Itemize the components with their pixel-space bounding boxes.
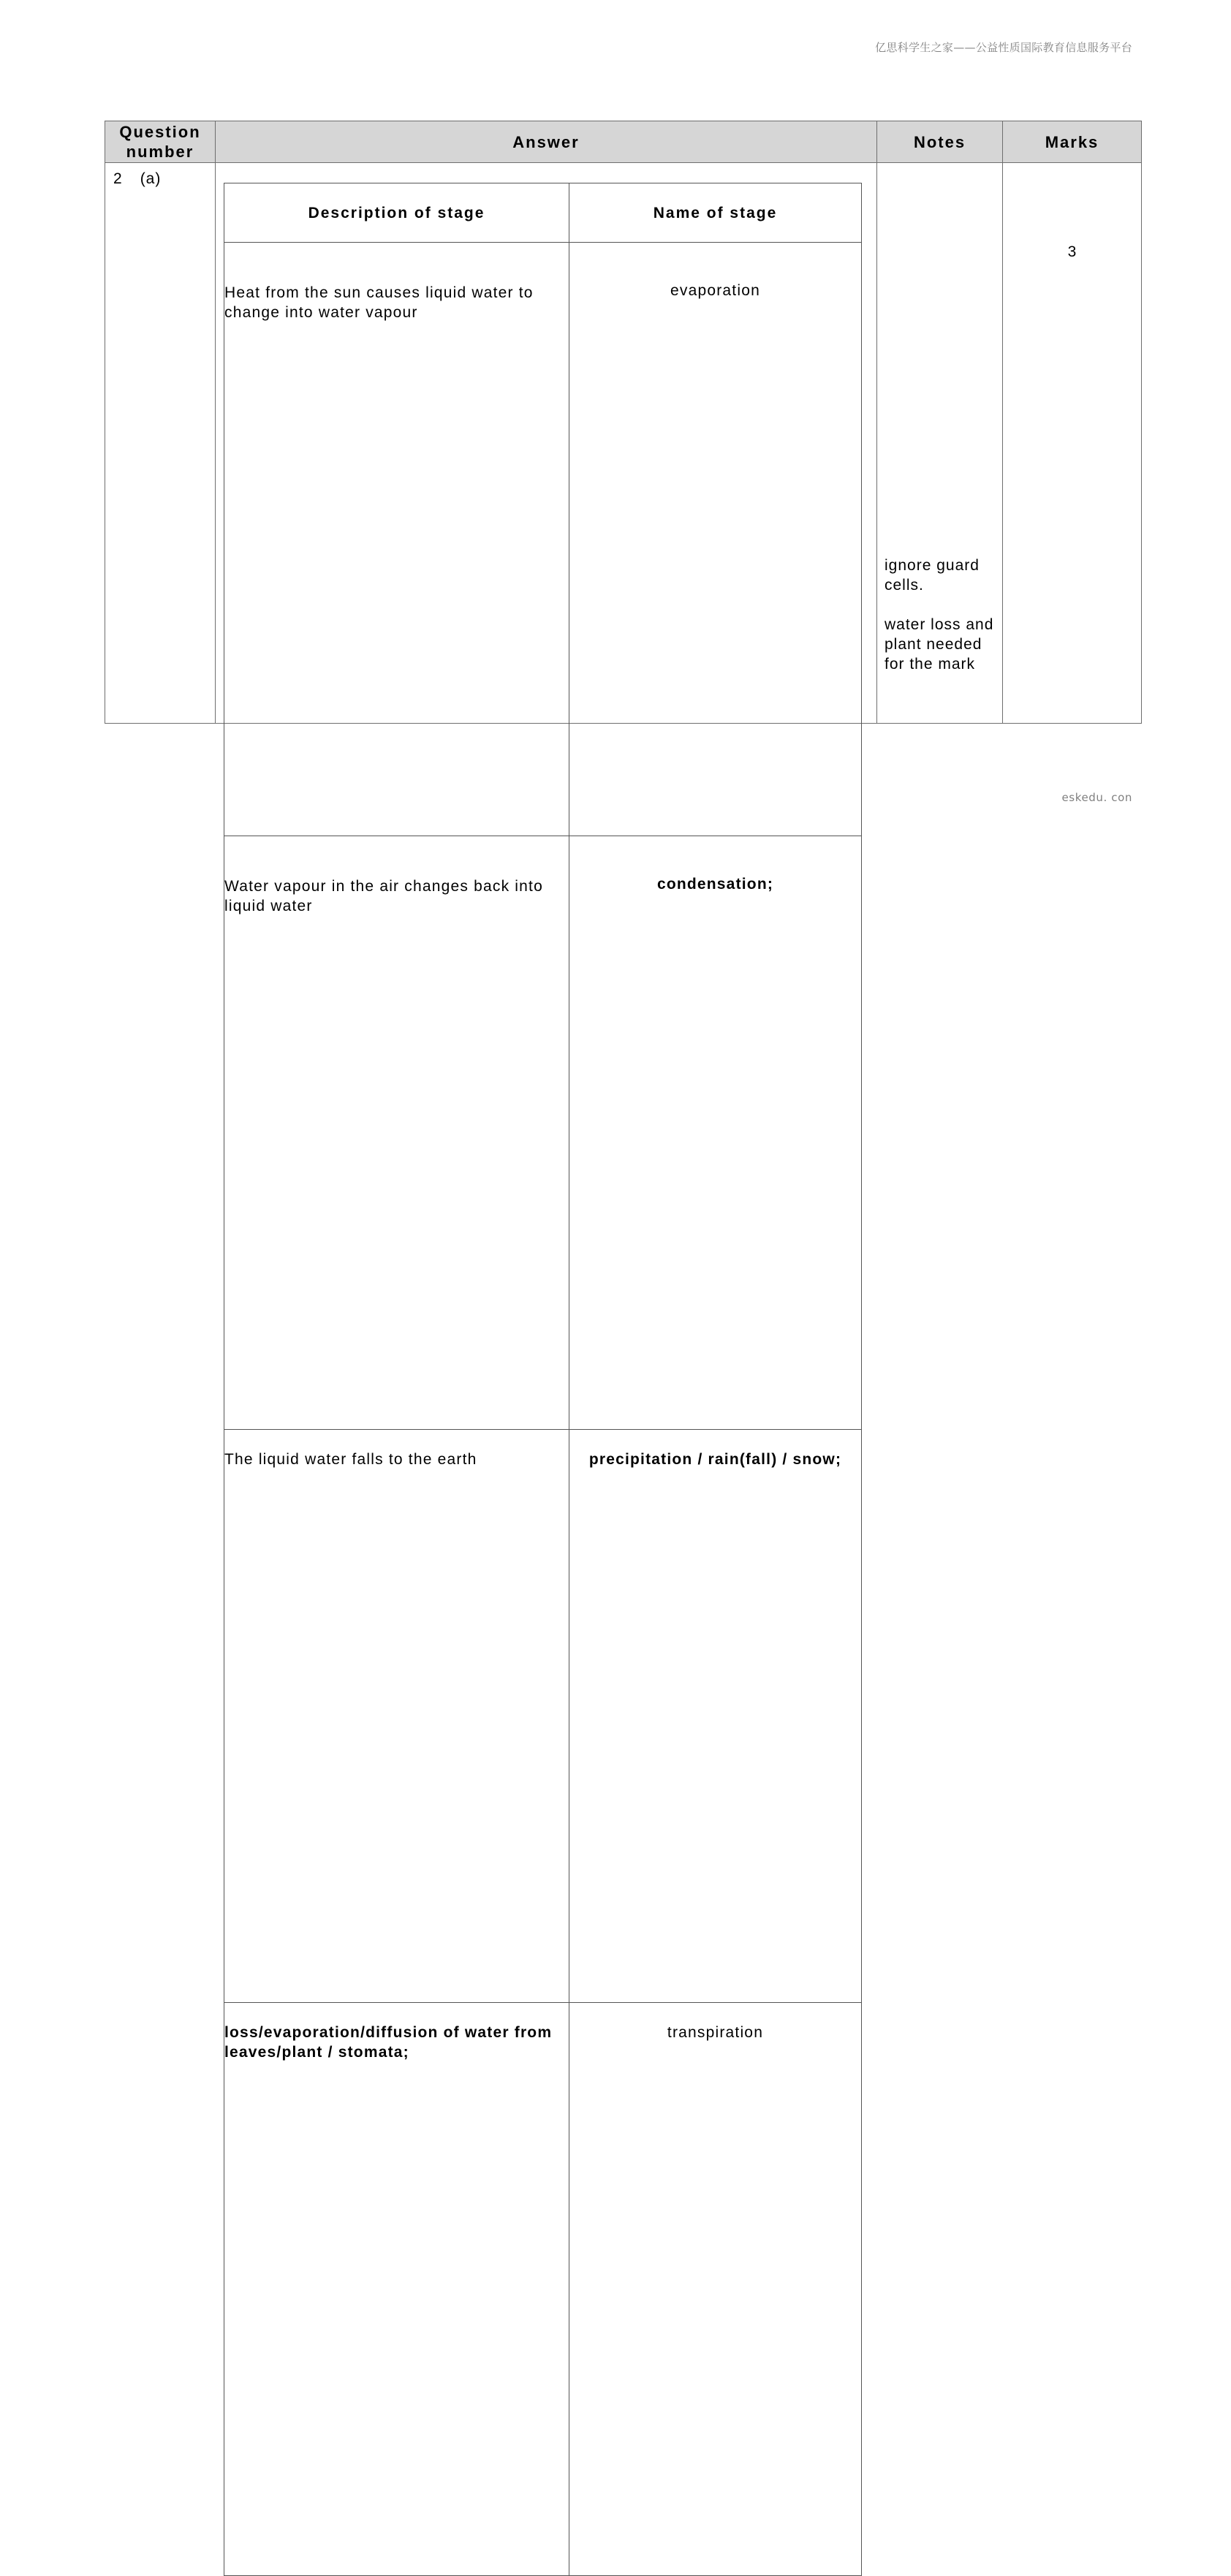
- notes-header: Notes: [877, 121, 1003, 163]
- stage-name-answer: condensation;: [569, 836, 862, 1430]
- notes-text: [885, 556, 994, 674]
- stage-row: [224, 836, 862, 1430]
- notes-cell: [877, 163, 1003, 724]
- stage-name-answer: precipitation / rain(fall) / snow;: [569, 1430, 862, 2003]
- question-part: (a): [140, 170, 162, 187]
- stage-row: [224, 243, 862, 836]
- stage-description: Heat from the sun causes liquid water to change into water vapour: [224, 243, 569, 836]
- question-number: 2: [113, 170, 123, 187]
- header-note: 亿思科学生之家——公益性质国际教育信息服务平台: [875, 41, 1132, 54]
- stage-description: The liquid water falls to the earth: [224, 1430, 569, 2003]
- note-water-loss: water loss and plant needed for the mark: [885, 616, 994, 673]
- stage-row: [224, 2003, 862, 2576]
- question-number-header: Question number: [105, 121, 216, 163]
- stage-table: [224, 183, 862, 2576]
- stage-description-answer: loss/evaporation/diffusion of water from leaves/plant / stomata;: [224, 2003, 569, 2576]
- stage-name: transpiration: [569, 2003, 862, 2576]
- marks-header: Marks: [1003, 121, 1142, 163]
- name-header: Name of stage: [569, 183, 862, 243]
- stage-table-header: [224, 183, 862, 243]
- answer-header: Answer: [216, 121, 877, 163]
- marks-value: 3: [1067, 243, 1077, 260]
- footer-note: eskedu. con: [1061, 791, 1132, 804]
- stage-name: evaporation: [569, 243, 862, 836]
- header-row: [105, 121, 1142, 163]
- stage-row: [224, 1430, 862, 2003]
- question-number-cell: [105, 163, 216, 724]
- marks-cell: [1003, 163, 1142, 724]
- question-row: [105, 163, 1142, 724]
- description-header: Description of stage: [224, 183, 569, 243]
- answer-cell: [216, 163, 877, 2061]
- stage-description: Water vapour in the air changes back into liquid water: [224, 836, 569, 1430]
- note-guard-cells: ignore guard cells.: [885, 557, 980, 594]
